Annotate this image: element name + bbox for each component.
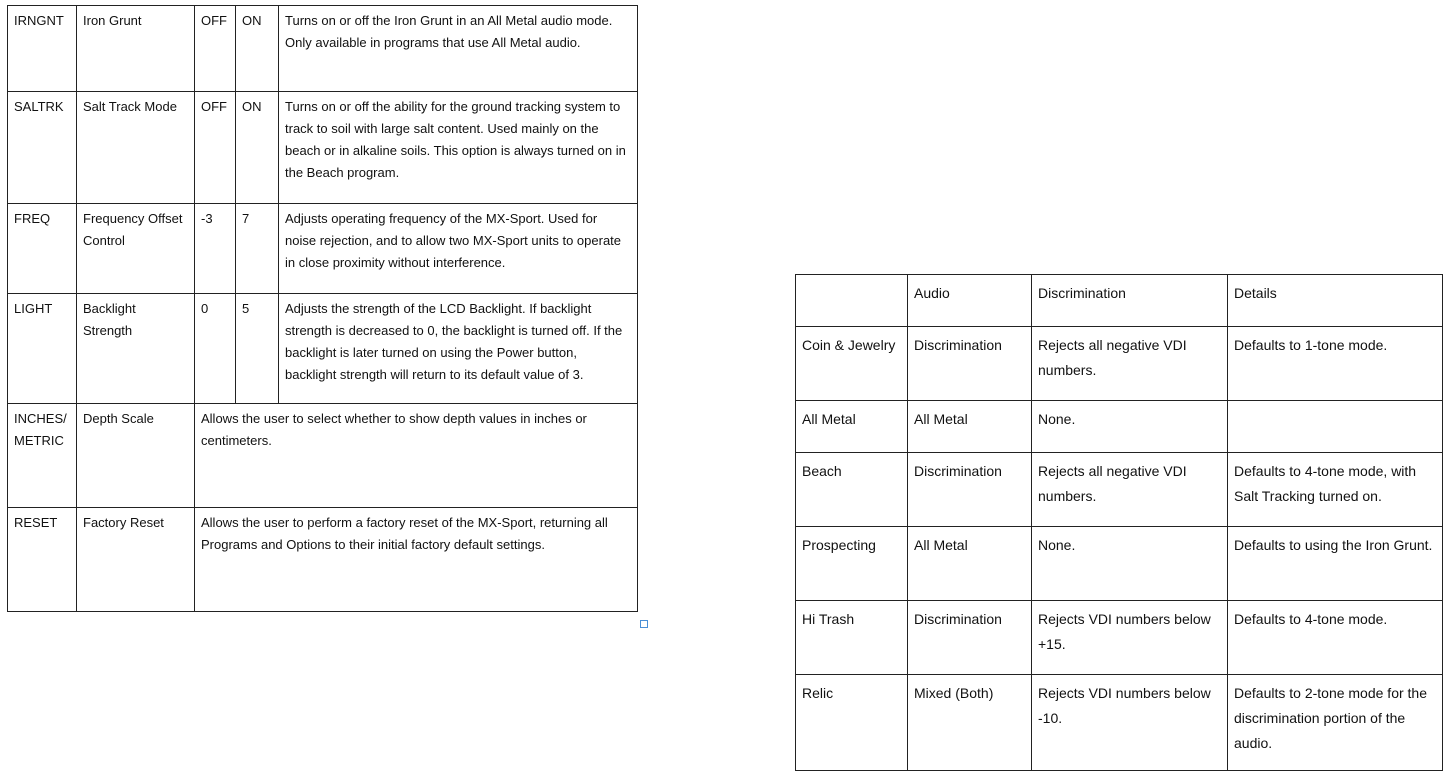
program-name: Coin & Jewelry — [796, 327, 908, 401]
program-discrimination: None. — [1032, 527, 1228, 601]
program-details: Defaults to 1-tone mode. — [1228, 327, 1443, 401]
option-description: Adjusts operating frequency of the MX-Sport. Used for noise rejection, and to allow two MX-Sport units to operate in close proximity without interference. — [279, 204, 638, 294]
header-program — [796, 275, 908, 327]
table-header-row — [796, 275, 1443, 327]
program-name: Relic — [796, 675, 908, 771]
table-row — [8, 508, 638, 612]
option-max: 5 — [236, 294, 279, 404]
program-discrimination: Rejects all negative VDI numbers. — [1032, 327, 1228, 401]
header-discrimination: Discrimination — [1032, 275, 1228, 327]
option-name: Depth Scale — [77, 404, 195, 508]
header-audio: Audio — [908, 275, 1032, 327]
option-description: Adjusts the strength of the LCD Backlight. If backlight strength is decreased to 0, the backlight is turned off. If the backlight is later turned on using the Power button, backlight strength will return to its default value of 3. — [279, 294, 638, 404]
program-details: Defaults to 2-tone mode for the discrimination portion of the audio. — [1228, 675, 1443, 771]
program-discrimination: Rejects all negative VDI numbers. — [1032, 453, 1228, 527]
option-max: ON — [236, 92, 279, 204]
program-audio: Discrimination — [908, 327, 1032, 401]
option-name: Iron Grunt — [77, 6, 195, 92]
option-name: Salt Track Mode — [77, 92, 195, 204]
program-name: All Metal — [796, 401, 908, 453]
table-row — [796, 675, 1443, 771]
program-details: Defaults to 4-tone mode. — [1228, 601, 1443, 675]
option-description: Turns on or off the ability for the ground tracking system to track to soil with large salt content. Used mainly on the beach or in alkaline soils. This option is always turned on in the Beach program. — [279, 92, 638, 204]
program-name: Hi Trash — [796, 601, 908, 675]
option-min: OFF — [195, 92, 236, 204]
option-min: 0 — [195, 294, 236, 404]
table-row — [796, 453, 1443, 527]
option-code: IRNGNT — [8, 6, 77, 92]
program-name: Beach — [796, 453, 908, 527]
table-row — [8, 294, 638, 404]
table-row — [796, 601, 1443, 675]
program-audio: All Metal — [908, 401, 1032, 453]
option-description: Turns on or off the Iron Grunt in an All Metal audio mode. Only available in programs that use All Metal audio. — [279, 6, 638, 92]
program-audio: Discrimination — [908, 601, 1032, 675]
table-row — [8, 404, 638, 508]
table-row — [796, 401, 1443, 453]
program-discrimination: Rejects VDI numbers below +15. — [1032, 601, 1228, 675]
option-description: Allows the user to perform a factory reset of the MX-Sport, returning all Programs and Options to their initial factory default settings. — [195, 508, 638, 612]
table-row — [8, 92, 638, 204]
option-code: FREQ — [8, 204, 77, 294]
table-resize-handle[interactable] — [640, 620, 648, 628]
option-min: -3 — [195, 204, 236, 294]
option-name: Frequency Offset Control — [77, 204, 195, 294]
table-row — [8, 204, 638, 294]
program-details: Defaults to 4-tone mode, with Salt Tracking turned on. — [1228, 453, 1443, 527]
option-code: INCHES/ METRIC — [8, 404, 77, 508]
program-details: Defaults to using the Iron Grunt. — [1228, 527, 1443, 601]
option-max: 7 — [236, 204, 279, 294]
program-audio: All Metal — [908, 527, 1032, 601]
option-name: Factory Reset — [77, 508, 195, 612]
table-row — [8, 6, 638, 92]
option-code: SALTRK — [8, 92, 77, 204]
header-details: Details — [1228, 275, 1443, 327]
option-name: Backlight Strength — [77, 294, 195, 404]
option-min: OFF — [195, 6, 236, 92]
program-audio: Mixed (Both) — [908, 675, 1032, 771]
program-audio: Discrimination — [908, 453, 1032, 527]
program-details — [1228, 401, 1443, 453]
option-max: ON — [236, 6, 279, 92]
program-discrimination: Rejects VDI numbers below -10. — [1032, 675, 1228, 771]
program-discrimination: None. — [1032, 401, 1228, 453]
options-table — [7, 5, 638, 612]
table-row — [796, 327, 1443, 401]
option-description: Allows the user to select whether to show depth values in inches or centimeters. — [195, 404, 638, 508]
option-code: LIGHT — [8, 294, 77, 404]
table-row — [796, 527, 1443, 601]
option-code: RESET — [8, 508, 77, 612]
programs-table — [795, 274, 1443, 771]
program-name: Prospecting — [796, 527, 908, 601]
